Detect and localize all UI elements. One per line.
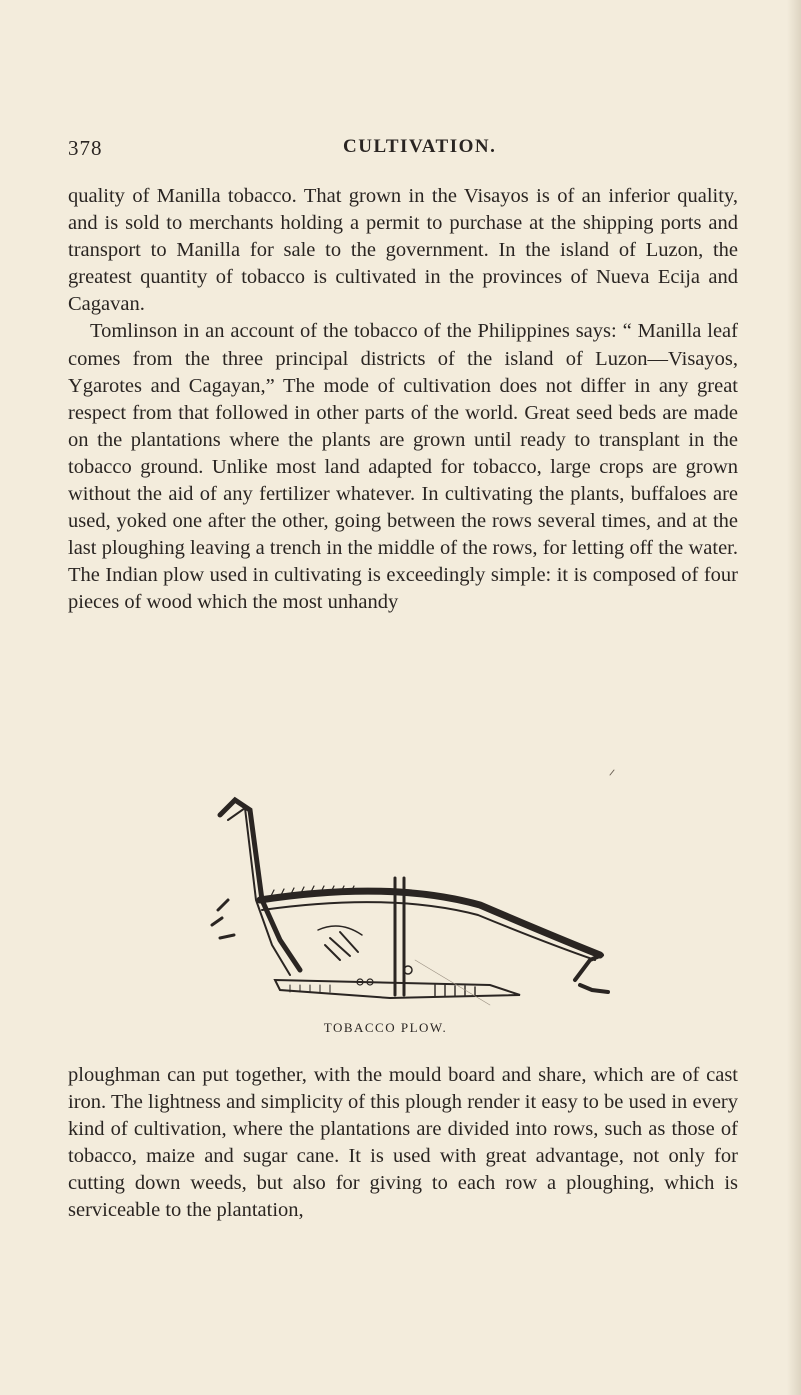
body-text-top	[68, 183, 738, 617]
figure-caption-text: TOBACCO PLOW.	[323, 1020, 448, 1035]
tobacco-plow-illustration	[190, 760, 630, 1010]
page-edge-shadow	[787, 0, 801, 1395]
paragraph-continued: quality of Manilla tobacco. That grown in the Visayos is of an inferior quality, and is sold to merchants holding a permit to purchase at the shipping ports and transport to Manilla for sale to the government. In the island of Luzon, the greatest quantity of tobacco is cultivated in the provinces of Nueva Ecija and Cagavan.	[68, 185, 738, 316]
body-text-bottom	[68, 1062, 738, 1225]
paragraph-ploughman: ploughman can put together, with the mould board and share, which are of cast iron. The lightness and simplicity of this plough render it easy to be used in every kind of cultivation, where the plantations are divided into rows, such as those of tobacco, maize and sugar cane. It is used with great advantage, not only for cutting down weeds, but also for giving to each row a ploughing, which is serviceable to the plantation,	[68, 1064, 738, 1222]
figure-caption	[0, 1020, 801, 1036]
plow-engraving	[190, 760, 630, 1010]
page-number: 378	[68, 136, 103, 160]
running-title: CULTIVATION.	[343, 136, 497, 157]
running-head	[68, 136, 741, 166]
paragraph-tomlinson: Tomlinson in an account of the tobacco of the Philippines says: “ Manilla leaf comes from the three principal districts of the island of Luzon—Visayos, Ygarotes and Cagayan,” The mode of cultivation does not differ in any great respect from that followed in other parts of the world. Great seed beds are made on the plantations where the plants are grown until ready to transplant in the tobacco ground. Unlike most land adapted for tobacco, large crops are grown without the aid of any fertilizer whatever. In cultivating the plants, buffaloes are used, yoked one after the other, going between the rows several times, and at the last ploughing leaving a trench in the middle of the rows, for letting off the water. The Indian plow used in cultivating is exceedingly simple: it is composed of four pieces of wood which the most unhandy	[68, 320, 738, 614]
